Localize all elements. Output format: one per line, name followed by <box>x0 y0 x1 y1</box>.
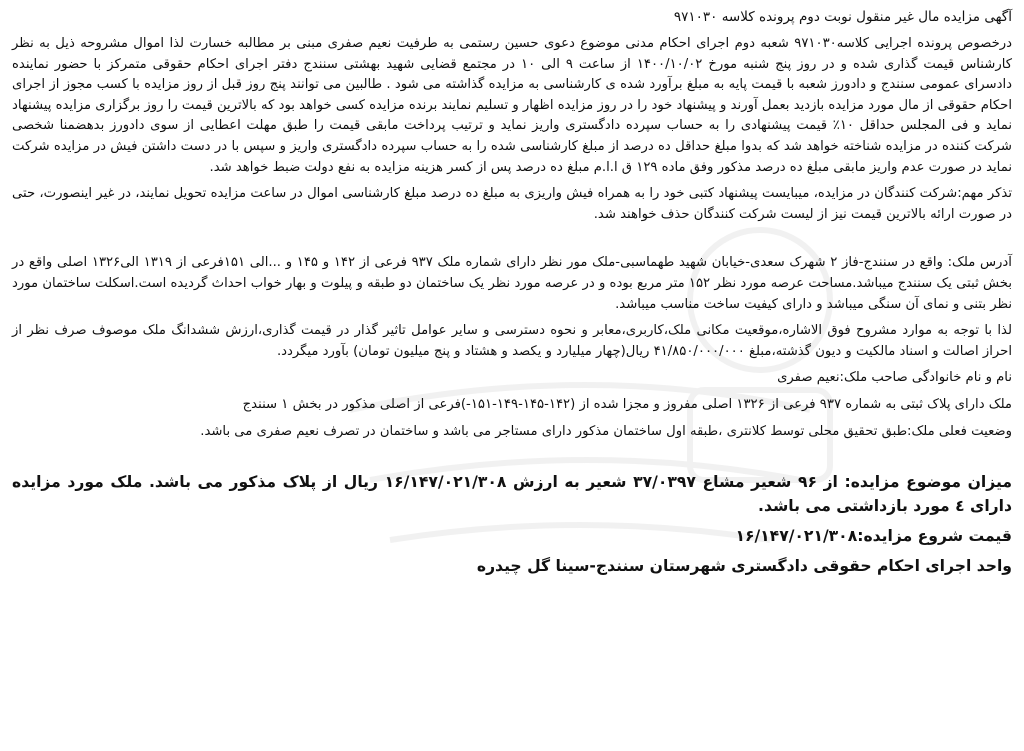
document-title: آگهی مزایده مال غیر منقول نوبت دوم پرونده کلاسه ۹۷۱۰۳۰ <box>673 9 1012 25</box>
owner-line: نام و نام خانوادگی صاحب ملک:نعیم صفری <box>777 370 1012 386</box>
start-price-line: قیمت شروع مزایده:۱۶/۱۴۷/۰۲۱/۳۰۸ <box>735 527 1012 546</box>
notice-paragraph: تذکر مهم:شرکت کنندگان در مزایده، میبایست پیشنهاد کتبی خود را به همراه فیش واریزی به مبلغ ده درصد مبلغ کارشناسی اموال در ساعت مزایده تحویل نمایند، در غیر اینصورت، حتی در صورت ارائه بالاترین قیمت نیز از لیست شرکت کنندگان حذف خواهند شد. <box>12 186 1012 222</box>
document-body <box>12 6 1012 746</box>
subject-paragraph: میزان موضوع مزایده: از ۹۶ شعیر مشاع ۳۷/۰۳۹۷ شعیر به ارزش ۱۶/۱۴۷/۰۲۱/۳۰۸ ریال از پلاک مذکور می باشد. ملک مورد مزایده دارای ٤ مورد بازداشتی می باشد. <box>12 473 1012 516</box>
valuation-paragraph: لذا با توجه به موارد مشروح فوق الاشاره،موقعیت مکانی ملک،کاربری،معابر و نحوه دسترسی و سایر عوامل تاثیر گذار در قیمت گذاری،ارزش ششدانگ ملک موصوف صرف نظر از احراز اصالت و اسناد مالکیت و دیون گذشته،مبلغ ۴۱/۸۵۰/۰۰۰/۰۰۰ ریال(چهار میلیارد و یکصد و هشتاد و پنج میلیون تومان) بآورد میگردد. <box>12 323 1012 359</box>
plaque-line: ملک دارای پلاک ثبتی به شماره ۹۳۷ فرعی از ۱۳۲۶ اصلی مفروز و مجزا شده از (۱۴۲-۱۴۵-۱۴۹-۱۵۱-)فرعی از اصلی مذکور در بخش ۱ سنندج <box>242 396 1012 412</box>
status-line: وضعیت فعلی ملک:طبق تحقیق محلی توسط کلانتری ،طبقه اول ساختمان مذکور دارای مستاجر می باشد و ساختمان در تصرف نعیم صفری می باشد. <box>200 423 1012 439</box>
intro-paragraph: درخصوص پرونده اجرایی کلاسه۹۷۱۰۳۰ شعبه دوم اجرای احکام مدنی موضوع دعوی حسین رستمی به طرفیت نعیم صفری مبنی بر مطالبه خسارت لذا اموال مشروحه ذیل به نظر کارشناس قیمت گذاری شده و در روز پنج شنبه مورخ ۱۴۰۰/۱۰/۰۲ از ساعت ۹ الی ۱۰ در مجتمع قضایی شهید بهشتی سنندج دفتر اجرای احکام حقوقی متمرکز با حضور نماینده دادسرای عمومی سنندج و دادورز شعبه با قیمت پایه به مبلغ برآورد شده ی کارشناسی به مزایده گذاشته می شود . طالبین می توانند پنج روز قبل از روز مزایده با کسب مجوز از اجرای احکام حقوقی از مال مورد مزایده بازدید بعمل آورند و پیشنهاد خود را در روز مزایده اظهار و تسلیم نمایند برنده مزایده کسی خواهد بود که بالاترین قیمت را روز برگزاری مزایده پیشنهاد نماید و فی المجلس حداقل ۱۰٪ قیمت پیشنهادی را به حساب سپرده دادگستری واریز نماید و ترتیب پرداخت مابقی قیمت را طبق مهلت اعطایی از سوی دادورز بدهضمنا شخصی شرکت کننده در مزایده شناخته خواهد شد که بدوا مبلغ حداقل ده درصد از مبلغ کارشناسی شده را به حساب سپرده دادگستری واریز و سپس با در دست داشتن فیش در مزایده شرکت نماید در صورت عدم واریز مابقی مبلغ ده درصد مذکور وفق ماده ۱۲۹ ق ا.ا.م مبلغ ده درصد پس از کسر هزینه مزایده به نفع دولت ضبط خواهد شد. <box>12 36 1012 175</box>
address-paragraph: آدرس ملک: واقع در سنندج-فاز ۲ شهرک سعدی-خیابان شهید طهماسبی-ملک مور نظر دارای شماره ملک ۹۳۷ فرعی از ۱۴۲ و ۱۴۵ و ...الی ۱۵۱فرعی از ۱۳۱۹ الی۱۳۲۶ اصلی واقع در بخش ثبتی یک سنندج میباشد.مساحت عرصه مورد نظر ۱۵۲ متر مربع بوده و در عرصه مورد نظر یک ساختمان دو طبقه و پیلوت و بهار خواب احداث گردیده است.اسکلت ساختمان مورد نظر بتنی و نمای آن سنگی میباشد و دارای کیفیت ساخت مناسب میباشد. <box>12 255 1012 312</box>
signature-line: واحد اجرای احکام حقوقی دادگستری شهرستان سنندج-سینا گل چیدره <box>476 557 1012 576</box>
